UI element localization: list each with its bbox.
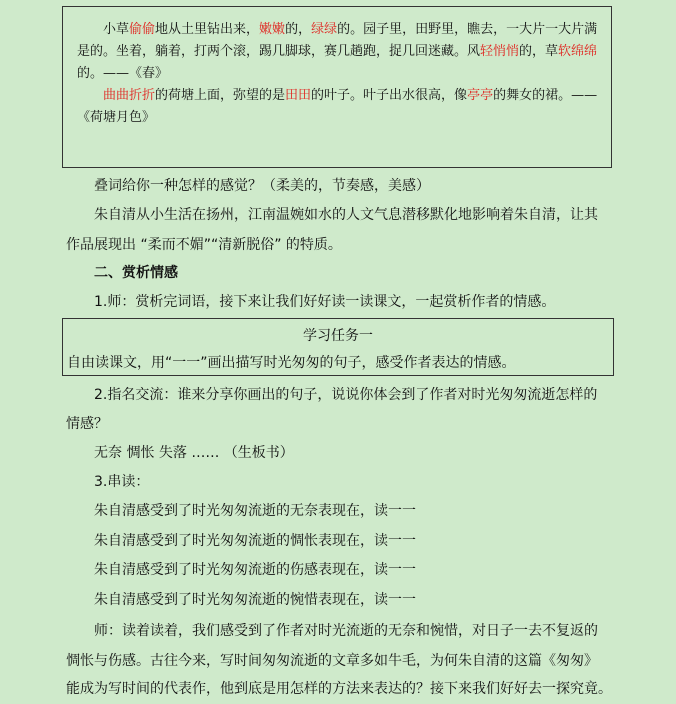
section-heading: 二、赏析情感 xyxy=(94,265,178,281)
teacher-line-1: 师：读着读着，我们感受到了作者对时光流逝的无奈和惋惜，对日子一去不复返的 xyxy=(94,623,598,639)
background-text-line-1: 朱自清从小生活在扬州，江南温婉如水的人文气息潜移默化地影响着朱自清，让其 xyxy=(94,207,598,223)
read-line-1: 朱自清感受到了时光匆匆流逝的无奈表现在，读一一 xyxy=(94,503,416,519)
teacher-line-2: 惆怅与伤感。古往今来，写时间匆匆流逝的文章多如牛毛，为何朱自清的这篇《匆匆》 xyxy=(66,653,598,669)
read-line-4: 朱自清感受到了时光匆匆流逝的惋惜表现在，读一一 xyxy=(94,592,416,608)
task-title: 学习任务一 xyxy=(303,328,373,344)
task-box xyxy=(62,318,614,376)
step-3: 3.串读： xyxy=(94,474,150,490)
quote-spring: 小草偷偷地从土里钻出来，嫩嫩的，绿绿的。园子里，田野里，瞧去，一大片一大片满是的。坐着，躺着，打两个滚，踢几脚球，赛几趟跑，捉几回迷藏。风轻悄悄的，草软绵绵的。——《春》 xyxy=(77,22,598,81)
quote-lotus-pond: 曲曲折折的荷塘上面，弥望的是田田的叶子。叶子出水很高，像亭亭的舞女的裙。——《荷塘月色》 xyxy=(77,88,598,125)
step-2-line-1: 2.指名交流：谁来分享你画出的句子，说说你体会到了作者对时光匆匆流逝怎样的 xyxy=(94,387,598,403)
teacher-line-3: 能成为写时间的代表作，他到底是用怎样的方法来表达的？接下来我们好好去一探究竟。 xyxy=(66,681,612,697)
read-line-3: 朱自清感受到了时光匆匆流逝的伤感表现在，读一一 xyxy=(94,562,416,578)
background-text-line-2: 作品展现出 “柔而不媚”“清新脱俗” 的特质。 xyxy=(66,237,342,253)
task-body: 自由读课文，用“一一”画出描写时光匆匆的句子，感受作者表达的情感。 xyxy=(67,355,516,371)
question-feeling: 叠词给你一种怎样的感觉？（柔美的，节奏感，美感） xyxy=(94,178,430,194)
read-line-2: 朱自清感受到了时光匆匆流逝的惆怅表现在，读一一 xyxy=(94,533,416,549)
step-2-line-2: 情感？ xyxy=(66,416,108,432)
step-1: 1.师：赏析完词语，接下来让我们好好读一读课文，一起赏析作者的情感。 xyxy=(94,294,556,310)
quote-box xyxy=(62,6,612,168)
board-notes: 无奈 惆怅 失落 …… （生板书） xyxy=(94,445,294,461)
